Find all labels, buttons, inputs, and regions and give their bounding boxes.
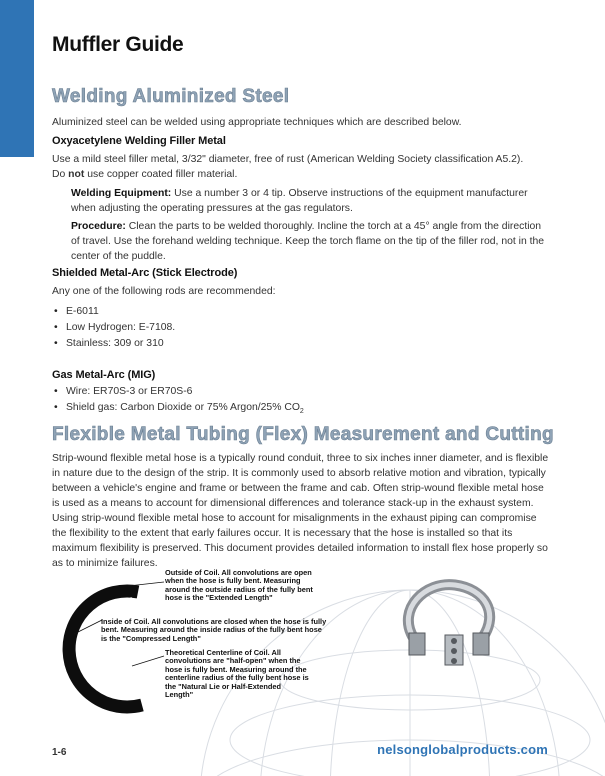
- shielded-metal-arc-heading: Shielded Metal-Arc (Stick Electrode): [52, 267, 238, 279]
- gas-metal-arc-heading: Gas Metal-Arc (MIG): [52, 369, 156, 381]
- procedure-paragraph: Procedure: Clean the parts to be welded thoroughly. Incline the torch at a 45° angle from the direction of travel. Use the forehand welding technique. Keep the torch flame on the tip of the filler rod, not in the center of the puddle.: [71, 221, 545, 262]
- list-item: • E-6011: [52, 304, 175, 320]
- oxyacetylene-heading: Oxyacetylene Welding Filler Metal: [52, 135, 226, 147]
- exhaust-clamp-icon: [395, 575, 505, 690]
- welding-intro: Aluminized steel can be welded using appropriate techniques which are described below.: [52, 117, 462, 128]
- section-heading-welding: Welding Aluminized Steel: [52, 86, 290, 107]
- mig-list: [52, 384, 304, 416]
- shielded-metal-arc-intro: Any one of the following rods are recommended:: [52, 286, 276, 297]
- flex-paragraph: Strip-wound flexible metal hose is a typically round conduit, three to six inches inner diameter, and is flexible in nature due to the design of the strip. It is commonly used to absorb relative motion and vibration, typically between a vehicle's engine and frame or between the frame and cab. Often strip-wound flexible metal hose is used as a means to account for dimensional differences and tolerance stack-up in the exhaust system. Using strip-wound flexible metal hose to account for misalignments in the exhaust piping can compromise the flexibility to the extent that early failures occur. It is necessary that the hose is installed so that its maximum flexibility is preserved. This document provides detailed information to install flex hose properly so as to minimize failures.: [52, 453, 549, 569]
- footer-website-link[interactable]: nelsonglobalproducts.com: [377, 742, 548, 757]
- side-accent-bar: [0, 0, 34, 157]
- list-item: • Wire: ER70S-3 or ER70S-6: [52, 384, 304, 400]
- rod-list: [52, 304, 175, 352]
- page-number: 1-6: [52, 747, 67, 758]
- section-heading-flex: Flexible Metal Tubing (Flex) Measurement and Cutting: [52, 424, 554, 445]
- callout-outside-coil: Outside of Coil. All convolutions are open when the hose is fully bent. Measuring around the outside radius of the fully bent hose is the "Extended Length": [165, 568, 313, 603]
- page-title: Muffler Guide: [52, 33, 184, 56]
- callout-centerline: Theoretical Centerline of Coil. All convolutions are "half-open" when the hose is fully bent. Measuring around the centerline radius of the fully bent hose is the "Natural Lie or Half-Extended Length": [165, 648, 309, 700]
- list-item: • Stainless: 309 or 310: [52, 336, 175, 352]
- coil-diagram: [52, 580, 172, 725]
- list-item: • Low Hydrogen: E-7108.: [52, 320, 175, 336]
- welding-equipment-paragraph: Welding Equipment: Use a number 3 or 4 tip. Observe instructions of the equipment manufacturer when adjusting the operating pressures at the gas regulators.: [71, 188, 528, 214]
- list-item: • Shield gas: Carbon Dioxide or 75% Argon/25% $CO_2$: [52, 400, 304, 416]
- oxyacetylene-paragraph: Use a mild steel filler metal, 3/32" diameter, free of rust (American Welding Society classification A5.2). Do not use copper coated filler material.: [52, 154, 524, 180]
- callout-inside-coil: Inside of Coil. All convolutions are closed when the hose is fully bent. Measuring around the inside radius of the fully bent hose is the "Compressed Length": [101, 617, 327, 643]
